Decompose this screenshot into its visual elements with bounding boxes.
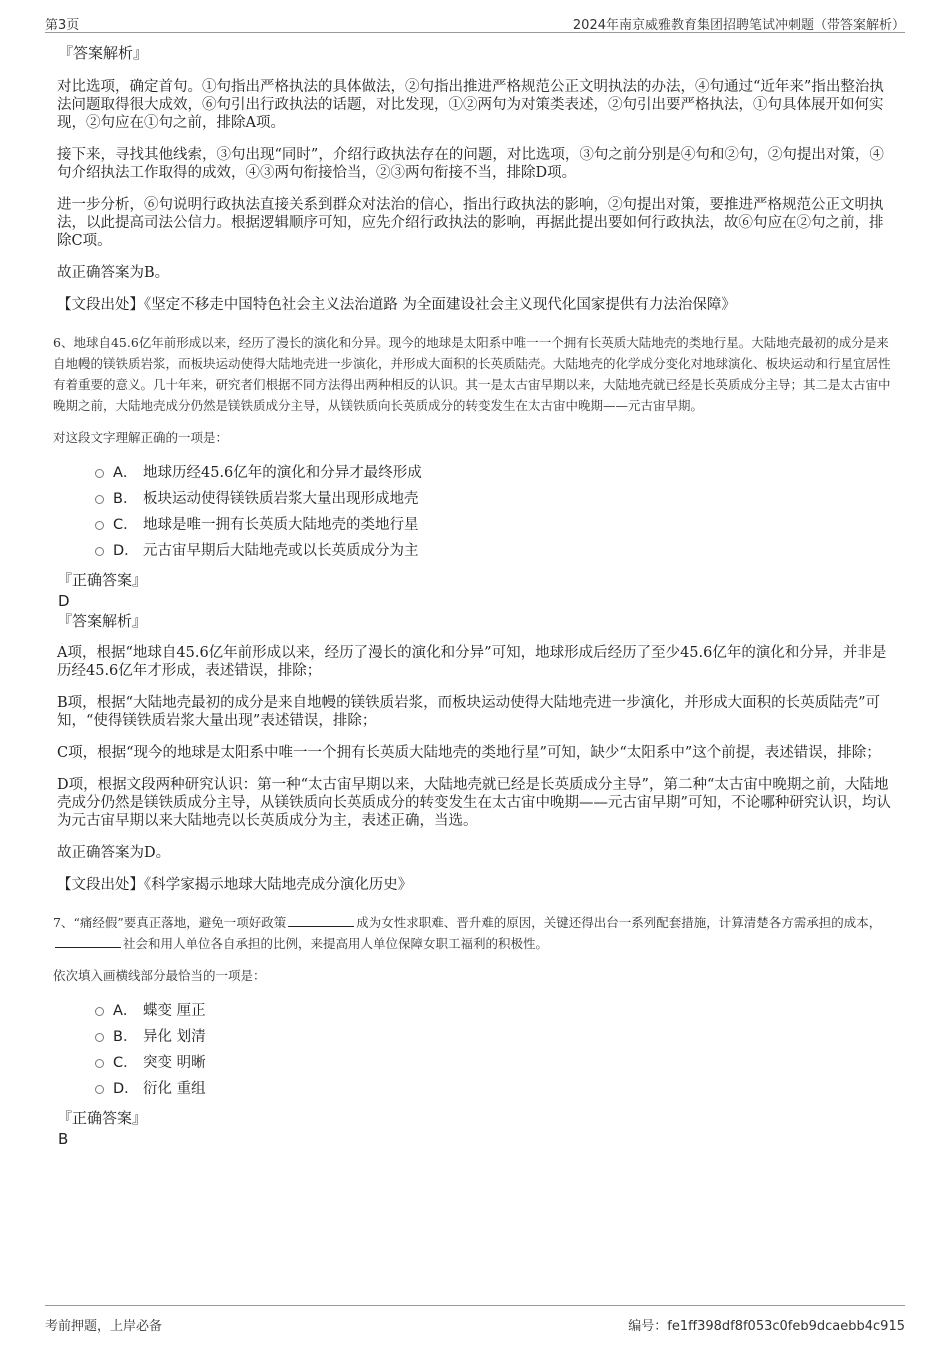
question-stem: 6、地球自45.6亿年前形成以来，经历了漫长的演化和分异。现今的地球是太阳系中唯一一个拥有长英质大陆地壳的类地行星。大陆地壳最初的成分是来自地幔的镁铁质岩浆，而板块运动使得大陆地壳进一步演化，并形成大面积的长英质陆壳。大陆地壳的化学成分变化对地球演化、板块运动和行星宜居性有着重要的意义。几十年来，研究者们根据不同方法得出两种相反的认识。其一是太古宙早期以来，大陆地壳就已经是长英质成分主导；其二是太古宙中晚期之前，大陆地壳成分仍然是镁铁质成分主导，从镁铁质向长英质成分的转变发生在太古宙中晚期——元古宙早期。 <box>53 335 891 413</box>
analysis-conclusion: 故正确答案为B。 <box>57 265 170 281</box>
analysis-paragraph: D项，根据文段两种研究认识：第一种“太古宙早期以来，大陆地壳就已经是长英质成分主导”，第二种“太古宙中晚期之前，大陆地壳成分仍然是镁铁质成分主导，从镁铁质向长英质成分的转变发生在太古宙中晚期——元古宙早期”可知，不论哪种研究认识，均认为元古宙早期以来大陆地壳以长英质成分为主，表述正确，当选。 <box>57 777 891 829</box>
analysis-label: 『答案解析』 <box>57 612 148 630</box>
correct-answer: B <box>58 1130 69 1148</box>
option-a[interactable] <box>95 998 897 1024</box>
stem-part: 成为女性求职难、晋升难的原因，关键还得出台一系列配套措施，计算清楚各方需承担的成本， <box>356 915 882 930</box>
analysis-paragraph: C项，根据“现今的地球是太阳系中唯一一个拥有长英质大陆地壳的类地行星”可知，缺少“太阳系中”这个前提，表述错误，排除； <box>57 745 881 761</box>
option-letter: D． <box>113 543 139 559</box>
option-text: 板块运动使得镁铁质岩浆大量出现形成地壳 <box>143 491 419 507</box>
question-prompt: 对这段文字理解正确的一项是： <box>53 430 229 445</box>
question-7 <box>53 912 897 1149</box>
option-b[interactable] <box>95 1024 897 1050</box>
option-list <box>95 998 897 1102</box>
option-text: 异化 划清 <box>143 1029 206 1045</box>
option-letter: C． <box>113 1055 138 1071</box>
stem-part: 7、“痛经假”要真正落地，避免一项好政策 <box>53 915 287 930</box>
radio-icon[interactable] <box>95 521 104 530</box>
option-a[interactable] <box>95 460 897 486</box>
page-content <box>53 42 897 1149</box>
correct-answer-label: 『正确答案』 <box>57 571 148 589</box>
page-header <box>45 10 905 33</box>
page-footer <box>45 1305 905 1334</box>
option-letter: D． <box>113 1081 139 1097</box>
radio-icon[interactable] <box>95 547 104 556</box>
source-label: 【文段出处】 <box>57 877 144 893</box>
radio-icon[interactable] <box>95 1033 104 1042</box>
analysis-paragraph: 对比选项，确定首句。①句指出严格执法的具体做法，②句指出推进严格规范公正文明执法的办法，④句通过“近年来”指出整治执法问题取得很大成效，⑥句引出行政执法的话题，对比发现，①②两句为对策类表述，②句引出要严格执法，①句具体展开如何实现，②句应在①句之前，排除A项。 <box>57 79 884 131</box>
radio-icon[interactable] <box>95 495 104 504</box>
radio-icon[interactable] <box>95 1085 104 1094</box>
option-letter: A． <box>113 465 138 481</box>
correct-answer: D <box>58 592 70 610</box>
option-text: 衍化 重组 <box>143 1081 206 1097</box>
document-title: 2024年南京威雅教育集团招聘笔试冲刺题（带答案解析） <box>572 18 905 33</box>
analysis-paragraph: B项，根据“大陆地壳最初的成分是来自地幔的镁铁质岩浆，而板块运动使得大陆地壳进一步演化，并形成大面积的长英质陆壳”可知，“使得镁铁质岩浆大量出现”表述错误，排除； <box>57 695 880 729</box>
prev-answer-analysis <box>57 42 897 314</box>
option-letter: C． <box>113 517 138 533</box>
analysis-label: 『答案解析』 <box>58 44 149 62</box>
question-6 <box>53 332 897 894</box>
question-stem <box>53 912 897 954</box>
option-list <box>95 460 897 564</box>
option-letter: B． <box>113 491 138 507</box>
correct-answer-label: 『正确答案』 <box>57 1109 148 1127</box>
page-number: 第3页 <box>45 18 80 33</box>
analysis-paragraph: 进一步分析，⑥句说明行政执法直接关系到群众对法治的信心，指出行政执法的影响，②句提出对策，要推进严格规范公正文明执法，以此提高司法公信力。根据逻辑顺序可知，应先介绍行政执法的影响，再据此提出要如何行政执法，故⑥句应在②句之前，排除C项。 <box>57 197 884 249</box>
source-text: 《坚定不移走中国特色社会主义法治道路 为全面建设社会主义现代化国家提供有力法治保障》 <box>144 297 736 313</box>
stem-part: 社会和用人单位各自承担的比例，来提高用人单位保障女职工福利的积极性。 <box>123 936 549 951</box>
source-line <box>57 296 897 314</box>
option-text: 地球历经45.6亿年的演化和分异才最终形成 <box>143 465 422 481</box>
analysis-paragraph: A项，根据“地球自45.6亿年前形成以来，经历了漫长的演化和分异”可知，地球形成后经历了至少45.6亿年的演化和分异，并非是历经45.6亿年才形成，表述错误，排除； <box>57 645 887 679</box>
fill-blank <box>55 935 121 948</box>
option-d[interactable] <box>95 538 897 564</box>
question-prompt: 依次填入画横线部分最恰当的一项是： <box>53 968 266 983</box>
radio-icon[interactable] <box>95 1059 104 1068</box>
option-c[interactable] <box>95 1050 897 1076</box>
option-letter: B． <box>113 1029 138 1045</box>
option-text: 突变 明晰 <box>143 1055 206 1071</box>
radio-icon[interactable] <box>95 1007 104 1016</box>
option-b[interactable] <box>95 486 897 512</box>
option-text: 地球是唯一拥有长英质大陆地壳的类地行星 <box>143 517 419 533</box>
analysis-paragraph: 接下来，寻找其他线索，③句出现“同时”，介绍行政执法存在的问题，对比选项，③句之前分别是④句和②句，②句提出对策，④句介绍执法工作取得的成效，④③两句衔接恰当，②③两句衔接不当，排除D项。 <box>57 147 884 181</box>
source-line <box>57 876 897 894</box>
footer-slogan: 考前押题，上岸必备 <box>45 1319 163 1334</box>
option-d[interactable] <box>95 1076 897 1102</box>
document-id: 编号：fe1ff398df8f053c0feb9dcaebb4c915 <box>628 1319 905 1334</box>
radio-icon[interactable] <box>95 469 104 478</box>
option-letter: A． <box>113 1003 138 1019</box>
option-c[interactable] <box>95 512 897 538</box>
source-label: 【文段出处】 <box>57 297 144 313</box>
option-text: 元古宙早期后大陆地壳或以长英质成分为主 <box>143 543 419 559</box>
source-text: 《科学家揭示地球大陆地壳成分演化历史》 <box>144 877 413 893</box>
fill-blank <box>288 914 354 927</box>
analysis-conclusion: 故正确答案为D。 <box>57 845 171 861</box>
option-text: 蝶变 厘正 <box>143 1003 206 1019</box>
